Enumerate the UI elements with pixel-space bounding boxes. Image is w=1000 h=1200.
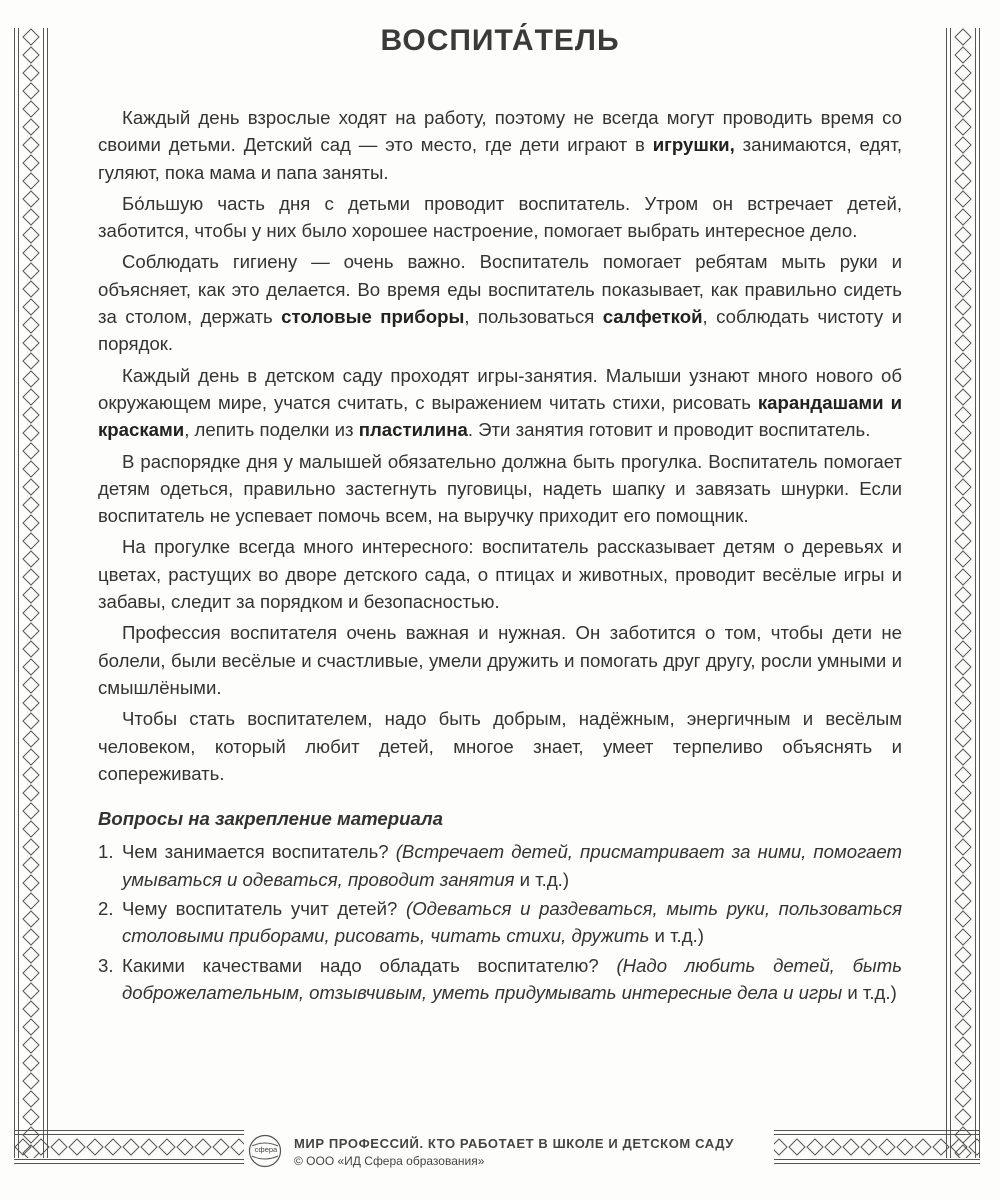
publisher-logo-icon xyxy=(248,1134,282,1168)
question-item: 1. Чем занимается воспитатель? (Встречает детей, присматривает за ними, помогает умываться и одеваться, проводит занятия и т.д.) xyxy=(98,838,902,893)
article-body xyxy=(98,104,902,1008)
question-text: Какими качествами надо обладать воспитателю? xyxy=(122,954,617,976)
question-item: 2. Чему воспитатель учит детей? (Одеваться и раздеваться, мыть руки, пользоваться столовыми приборами, рисовать, читать стихи, дружить и т.д.) xyxy=(98,895,902,950)
page-footer xyxy=(248,1134,768,1178)
question-answer: (Надо любить детей, быть доброжелательным, отзывчивым, уметь придумывать интересные дела и игры xyxy=(122,954,902,1003)
bold-term: столовые приборы xyxy=(281,306,465,328)
left-ornamental-border xyxy=(14,28,48,1158)
question-text: Чему воспитатель учит детей? xyxy=(122,898,407,920)
question-text: Чем занимается воспитатель? xyxy=(122,841,396,863)
logo-label: сфера xyxy=(254,1145,278,1154)
series-title: МИР ПРОФЕССИЙ. КТО РАБОТАЕТ В ШКОЛЕ И ДЕТСКОМ САДУ xyxy=(294,1136,734,1151)
paragraph-4: Каждый день в детском саду проходят игры-занятия. Малыши узнают много нового об окружающем мире, учатся считать, с выражением читать стихи, рисовать карандашами и красками, лепить поделки из пластилина. Эти занятия готовит и проводит воспитатель. xyxy=(98,364,902,441)
question-answer: (Встречает детей, присматривает за ними, помогает умываться и одеваться, проводит занятия xyxy=(122,841,902,890)
right-ornamental-border xyxy=(946,28,980,1158)
paragraph-3: Соблюдать гигиену — очень важно. Воспитатель помогает ребятам мыть руки и объясняет, как это делается. Во время еды воспитатель показывает, как правильно сидеть за столом, держать столовые приборы, пользоваться салфеткой, соблюдать чистоту и порядок. xyxy=(98,251,903,355)
bold-term: игрушки, xyxy=(652,134,735,156)
bold-term: карандашами и красками xyxy=(98,391,902,441)
page-title: ВОСПИТА́ТЕЛЬ xyxy=(380,24,620,57)
paragraph-8: Чтобы стать воспитателем, надо быть добрым, надёжным, энергичным и весёлым человеком, который любит детей, многое знает, умеет терпеливо объяснять и сопереживать. xyxy=(98,708,902,784)
question-item: 3. Какими качествами надо обладать воспитателю? (Надо любить детей, быть доброжелательным, отзывчивым, уметь придумывать интересные дела и игры и т.д.) xyxy=(98,952,902,1007)
paragraph-5: В распорядке дня у малышей обязательно должна быть прогулка. Воспитатель помогает детям одеться, правильно застегнуть пуговицы, надеть шапку и завязать шнурки. Если воспитатель не успевает помочь всем, на выручку приходит его помощник. xyxy=(98,450,902,527)
paragraph-6: На прогулке всегда много интересного: воспитатель рассказывает детям о деревьях и цветах, растущих во дворе детского сада, о птицах и животных, проводит весёлые игры и забавы, следит за порядком и безопасностью. xyxy=(98,536,902,613)
questions-heading: Вопросы на закрепление материала xyxy=(98,808,443,830)
paragraph-1: Каждый день взрослые ходят на работу, поэтому не всегда могут проводить время со своими детьми. Детский сад — это место, где дети играют в игрушки, занимаются, едят, гуляют, пока мама и папа заняты. xyxy=(98,107,902,183)
question-number: 1. xyxy=(98,841,114,863)
question-number: 3. xyxy=(98,954,114,976)
paragraph-2: Бо́льшую часть дня с детьми проводит воспитатель. Утром он встречает детей, заботится, чтобы у них было хорошее настроение, помогает выбрать интересное дело. xyxy=(98,192,902,242)
paragraph-7: Профессия воспитателя очень важная и нужная. Он заботится о том, чтобы дети не болели, были весёлые и счастливые, умели дружить и помогать друг другу, росли умными и смышлёными. xyxy=(98,622,902,698)
bold-term: салфеткой xyxy=(602,306,703,328)
questions-list xyxy=(98,838,902,1006)
copyright: © ООО «ИД Сфера образования» xyxy=(294,1154,485,1168)
question-number: 2. xyxy=(98,898,114,920)
bold-term: пластилина xyxy=(358,419,468,441)
question-answer: (Одеваться и раздеваться, мыть руки, пользоваться столовыми приборами, рисовать, читать стихи, дружить xyxy=(122,898,902,947)
